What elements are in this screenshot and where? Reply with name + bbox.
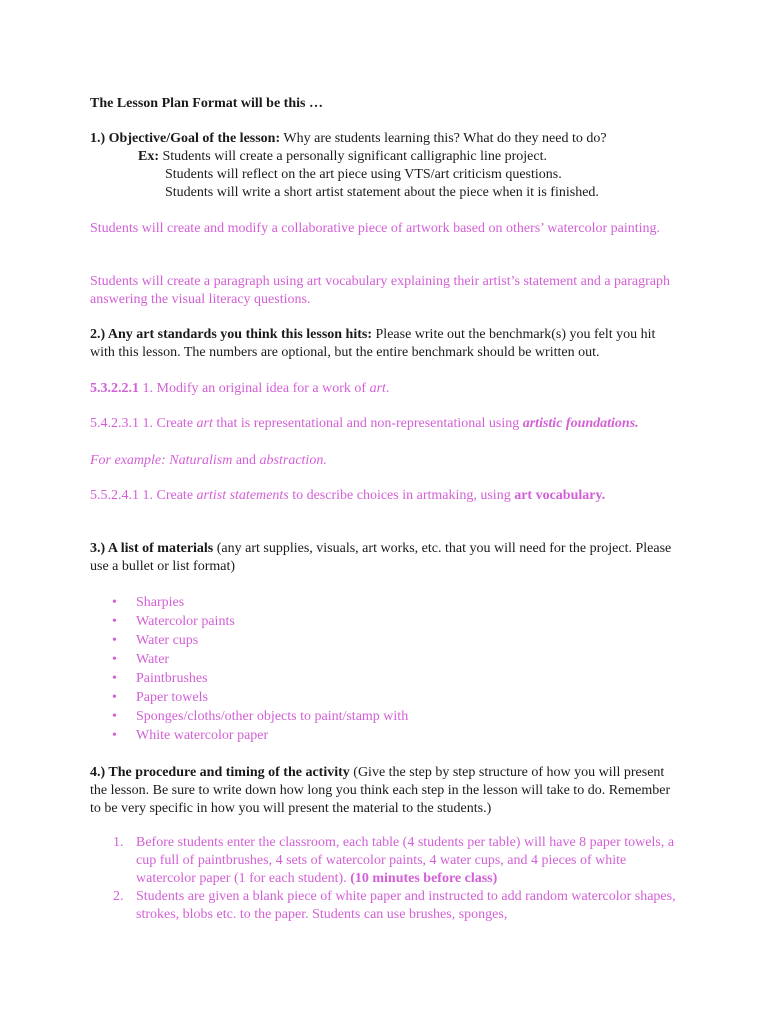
standard-2: 5.4.2.3.1 1. Create art that is representational and non-representational using artistic foundations. xyxy=(90,416,639,431)
example-2: Students will reflect on the art piece using VTS/art criticism questions. xyxy=(165,167,562,182)
section-materials xyxy=(90,540,680,576)
section-objective xyxy=(90,130,680,148)
procedure-heading: 4.) The procedure and timing of the activity xyxy=(90,765,350,780)
example-row-1 xyxy=(138,148,547,166)
materials-text: (any art supplies, visuals, art works, etc. that you will need for the project. Please use a bullet or list format) xyxy=(90,541,672,574)
objective-1: Students will create and modify a collaborative piece of artwork based on others’ watercolor painting. xyxy=(90,221,661,236)
standards-heading: 2.) Any art standards you think this lesson hits: xyxy=(90,327,373,342)
standard-1: 5.3.2.2.1 1. Modify an original idea for a work of art. xyxy=(90,381,390,396)
standard-1-code: 5.3.2.2.1 xyxy=(90,381,139,396)
list-item: • Watercolor paints xyxy=(90,613,408,632)
list-item: • Water cups xyxy=(90,632,408,651)
list-item: 1. Before students enter the classroom, each table (4 students per table) will have 8 paper towels, a cup full of paintbrushes, 4 sets of watercolor paints, 4 water cups, and 4 pieces of white watercolor paper (1 for each student). (10 minutes before class) xyxy=(113,835,675,886)
example-1: Students will create a personally significant calligraphic line project. xyxy=(162,149,547,164)
list-item: • Sharpies xyxy=(90,594,408,613)
list-item: • Paintbrushes xyxy=(90,670,408,689)
example-label: Ex: xyxy=(138,149,159,164)
section-procedure xyxy=(90,764,680,818)
list-item: 2. Students are given a blank piece of white paper and instructed to add random watercolor shapes, strokes, blobs etc. to the paper. Students can use brushes, sponges, xyxy=(113,889,676,922)
list-item: • Paper towels xyxy=(90,689,408,708)
list-item: • White watercolor paper xyxy=(90,727,408,746)
standard-3: 5.5.2.4.1 1. Create artist statements to describe choices in artmaking, using art vocabulary. xyxy=(90,488,606,503)
materials-heading: 3.) A list of materials xyxy=(90,541,214,556)
standards-text: Please write out the benchmark(s) you felt you hit with this lesson. The numbers are optional, but the entire benchmark should be written out. xyxy=(90,327,656,360)
objective-question: Why are students learning this? What do they need to do? xyxy=(280,131,607,146)
document-title: The Lesson Plan Format will be this … xyxy=(90,96,323,111)
materials-list xyxy=(90,594,408,746)
procedure-text: (Give the step by step structure of how you will present the lesson. Be sure to write down how long you think each step in the lesson will take to do. Remember to be very specific in how you will present the material to the students.) xyxy=(90,765,671,816)
objective-heading: 1.) Objective/Goal of the lesson: xyxy=(90,131,281,146)
list-item: • Sponges/cloths/other objects to paint/stamp with xyxy=(90,708,408,727)
objective-2: Students will create a paragraph using art vocabulary explaining their artist’s statement and a paragraph answering the visual literacy questions. xyxy=(90,274,671,307)
example-3: Students will write a short artist statement about the piece when it is finished. xyxy=(165,185,599,200)
section-standards xyxy=(90,326,680,362)
procedure-list xyxy=(90,834,680,924)
standard-2-example: For example: Naturalism and abstraction. xyxy=(90,453,327,468)
list-item: • Water xyxy=(90,651,408,670)
